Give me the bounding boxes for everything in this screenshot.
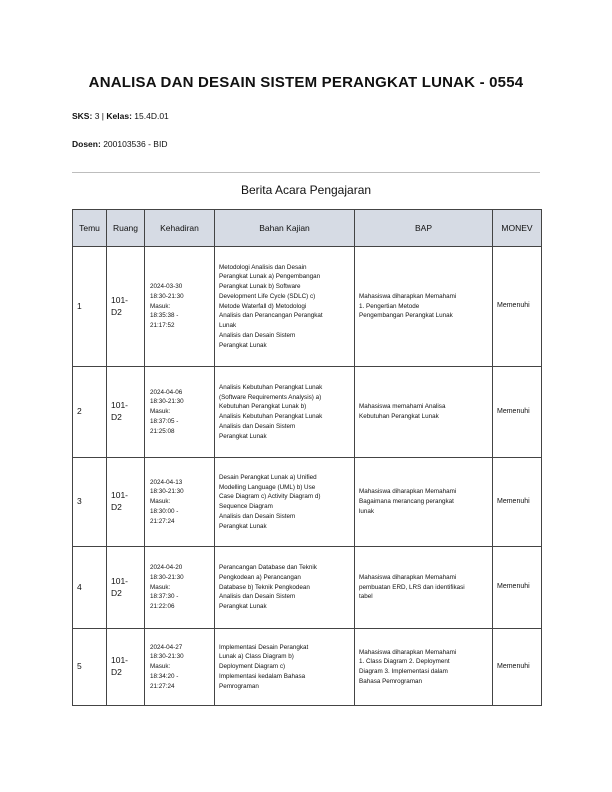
cell-kehadiran-line: 18:30-21:30: [150, 573, 184, 581]
cell-kehadiran-line: 21:25:08: [150, 427, 175, 435]
cell-bahan-kajian-line: Analisis Kebutuhan Perangkat Lunak: [219, 413, 323, 420]
cell-bap-line: lunak: [359, 507, 375, 515]
cell-ruang: [107, 367, 145, 458]
cell-bahan-kajian: [215, 247, 355, 367]
header-bahan-kajian: Bahan Kajian: [215, 210, 355, 247]
cell-ruang-line: 101-: [111, 655, 129, 666]
cell-bahan-kajian-line: Metodologi Analisis dan Desain: [219, 263, 307, 271]
cell-monev: Memenuhi: [493, 458, 542, 547]
cell-kehadiran-line: 2024-03-30: [150, 283, 183, 291]
cell-bap-line: Mahasiswa memahami Analisa: [359, 403, 446, 411]
table-row: [73, 458, 542, 547]
cell-bahan-kajian-line: Implementasi Desain Perangkat: [219, 643, 309, 651]
cell-bahan-kajian-line: Database b) Teknik Pengkodean: [219, 583, 310, 591]
cell-ruang-line: 101-: [111, 575, 129, 586]
cell-bap-line: Bahasa Pemrograman: [359, 677, 423, 685]
cell-ruang-line: D2: [111, 667, 122, 677]
cell-ruang: [107, 629, 145, 706]
cell-bap-line: Pengembangan Perangkat Lunak: [359, 312, 453, 320]
cell-bahan-kajian-line: Pemrograman: [219, 682, 259, 690]
cell-bahan-kajian-line: Perangkat Lunak a) Pengembangan: [219, 273, 321, 281]
cell-bahan-kajian-line: Lunak: [219, 322, 237, 330]
cell-bahan-kajian-line: Pengkodean a) Perancangan: [219, 573, 301, 581]
cell-kehadiran: [145, 458, 215, 547]
cell-kehadiran-line: 21:17:52: [150, 322, 175, 330]
cell-kehadiran-line: 18:30:00 -: [150, 507, 179, 515]
table-row: [73, 629, 542, 706]
cell-bahan-kajian-line: Analisis dan Desain Sistem: [219, 422, 296, 430]
kelas-label: Kelas:: [106, 111, 132, 121]
lecturer-info: [72, 139, 167, 149]
cell-bap-line: Mahasiswa diharapkan Memahami: [359, 292, 457, 300]
cell-ruang-line: D2: [111, 502, 122, 512]
cell-kehadiran-line: 18:30-21:30: [150, 398, 184, 406]
table-row: [73, 367, 542, 458]
header-kehadiran: Kehadiran: [145, 210, 215, 247]
cell-monev: Memenuhi: [493, 367, 542, 458]
cell-bahan-kajian-line: Analisis dan Desain Sistem: [219, 331, 296, 339]
cell-bahan-kajian-line: Analisis dan Desain Sistem: [219, 593, 296, 601]
cell-temu: 5: [73, 629, 107, 706]
cell-bahan-kajian-line: Sequence Diagram: [219, 503, 273, 510]
cell-kehadiran-line: 2024-04-13: [150, 478, 183, 486]
kelas-value: 15.4D.01: [134, 111, 169, 121]
cell-bahan-kajian-line: Perangkat Lunak b) Software: [219, 283, 301, 291]
cell-kehadiran-line: 2024-04-06: [150, 388, 183, 396]
cell-temu: 1: [73, 247, 107, 367]
cell-bap-line: 1. Class Diagram 2. Deployment: [359, 658, 450, 666]
header-temu: Temu: [73, 210, 107, 247]
cell-ruang: [107, 247, 145, 367]
cell-kehadiran-line: 18:34:20 -: [150, 672, 179, 680]
cell-bahan-kajian: [215, 629, 355, 706]
cell-kehadiran-line: 2024-04-27: [150, 643, 183, 651]
cell-bahan-kajian: [215, 458, 355, 547]
cell-bap: [355, 367, 493, 458]
cell-bahan-kajian-line: Implementasi kedalam Bahasa: [219, 672, 306, 680]
cell-ruang-line: 101-: [111, 490, 129, 501]
cell-kehadiran: [145, 547, 215, 629]
course-info: [72, 111, 169, 121]
cell-kehadiran-line: 18:30-21:30: [150, 653, 184, 661]
cell-kehadiran-line: Masuk:: [150, 302, 171, 310]
cell-temu: 2: [73, 367, 107, 458]
cell-bap-line: Kebutuhan Perangkat Lunak: [359, 413, 439, 420]
cell-bahan-kajian-line: Perancangan Database dan Teknik: [219, 564, 317, 572]
cell-kehadiran-line: 18:35:38 -: [150, 312, 179, 320]
cell-kehadiran-line: 18:30-21:30: [150, 292, 184, 300]
cell-bahan-kajian-line: Perangkat Lunak: [219, 522, 267, 530]
sks-value: 3: [94, 111, 100, 121]
cell-kehadiran-line: 18:37:30 -: [150, 593, 179, 601]
cell-kehadiran-line: 21:27:24: [150, 682, 175, 690]
cell-bap-line: Bagaimana merancang perangkat: [359, 498, 454, 506]
cell-monev: Memenuhi: [493, 547, 542, 629]
cell-monev: Memenuhi: [493, 629, 542, 706]
cell-bahan-kajian-line: Perangkat Lunak: [219, 432, 267, 440]
cell-bahan-kajian-line: Kebutuhan Perangkat Lunak b): [219, 403, 307, 411]
cell-bap-line: pembuatan ERD, LRS dan identifikasi: [359, 583, 465, 591]
cell-ruang-line: D2: [111, 587, 122, 598]
cell-temu: 3: [73, 458, 107, 547]
cell-kehadiran-line: Masuk:: [150, 583, 171, 591]
cell-bahan-kajian-line: Desain Perangkat Lunak a) Unified: [219, 473, 317, 481]
cell-kehadiran-line: 18:37:05 -: [150, 417, 179, 425]
cell-kehadiran-line: 21:22:06: [150, 603, 175, 611]
cell-monev: Memenuhi: [493, 247, 542, 367]
cell-bahan-kajian-line: Analisis dan Perancangan Perangkat: [219, 312, 323, 320]
cell-ruang-line: 101-: [111, 294, 129, 305]
cell-temu: 4: [73, 547, 107, 629]
cell-ruang-line: D2: [111, 306, 122, 317]
header-bap: BAP: [355, 210, 493, 247]
cell-bap: [355, 629, 493, 706]
cell-bahan-kajian-line: Analisis Kebutuhan Perangkat Lunak: [219, 383, 323, 391]
cell-bap: [355, 547, 493, 629]
cell-kehadiran-line: 2024-04-20: [150, 564, 183, 572]
cell-bap-line: Mahasiswa diharapkan Memahami: [359, 573, 457, 581]
cell-kehadiran-line: 18:30-21:30: [150, 488, 184, 496]
teaching-record-table: [72, 209, 542, 706]
cell-bap: [355, 247, 493, 367]
cell-bahan-kajian-line: Development Life Cycle (SDLC) c): [219, 292, 316, 300]
cell-kehadiran-line: Masuk:: [150, 498, 171, 506]
cell-ruang: [107, 458, 145, 547]
cell-bap-line: Diagram 3. Implementasi dalam: [359, 668, 448, 675]
table-header-row: [73, 210, 542, 247]
cell-ruang: [107, 547, 145, 629]
cell-bap-line: 1. Pengertian Metode: [359, 302, 420, 310]
table-row: [73, 247, 542, 367]
course-title: ANALISA DAN DESAIN SISTEM PERANGKAT LUNAK - 0554: [88, 74, 524, 91]
cell-bahan-kajian-line: (Software Requirements Analysis) a): [219, 393, 322, 401]
cell-bahan-kajian-line: Modelling Language (UML) b) Use: [219, 483, 316, 491]
cell-kehadiran: [145, 247, 215, 367]
cell-bahan-kajian: [215, 547, 355, 629]
cell-ruang-line: D2: [111, 412, 122, 422]
cell-ruang-line: 101-: [111, 400, 129, 411]
cell-kehadiran: [145, 629, 215, 706]
header-ruang: Ruang: [107, 210, 145, 247]
cell-bahan-kajian-line: Case Diagram c) Activity Diagram d): [219, 493, 321, 501]
cell-bahan-kajian-line: Metode Waterfall d) Metodologi: [219, 302, 307, 310]
cell-kehadiran-line: Masuk:: [150, 408, 171, 416]
divider: [72, 172, 540, 173]
sks-label: SKS:: [72, 111, 93, 121]
cell-bahan-kajian-line: Deployment Diagram c): [219, 663, 286, 671]
cell-bap-line: Mahasiswa diharapkan Memahami: [359, 648, 457, 656]
cell-bap: [355, 458, 493, 547]
cell-kehadiran-line: Masuk:: [150, 663, 171, 671]
cell-kehadiran-line: 21:27:24: [150, 517, 175, 525]
separator: |: [101, 111, 105, 121]
cell-bahan-kajian-line: Analisis dan Desain Sistem: [219, 512, 296, 520]
dosen-label: Dosen:: [72, 139, 101, 149]
cell-bahan-kajian: [215, 367, 355, 458]
section-title: Berita Acara Pengajaran: [240, 183, 372, 197]
header-monev: MONEV: [493, 210, 542, 247]
cell-bahan-kajian-line: Lunak a) Class Diagram b): [219, 653, 294, 661]
cell-bahan-kajian-line: Perangkat Lunak: [219, 603, 267, 611]
table-row: [73, 547, 542, 629]
cell-kehadiran: [145, 367, 215, 458]
cell-bahan-kajian-line: Perangkat Lunak: [219, 341, 267, 349]
cell-bap-line: Mahasiswa diharapkan Memahami: [359, 488, 457, 496]
dosen-value: 200103536 - BID: [103, 139, 168, 149]
cell-bap-line: tabel: [359, 593, 373, 601]
